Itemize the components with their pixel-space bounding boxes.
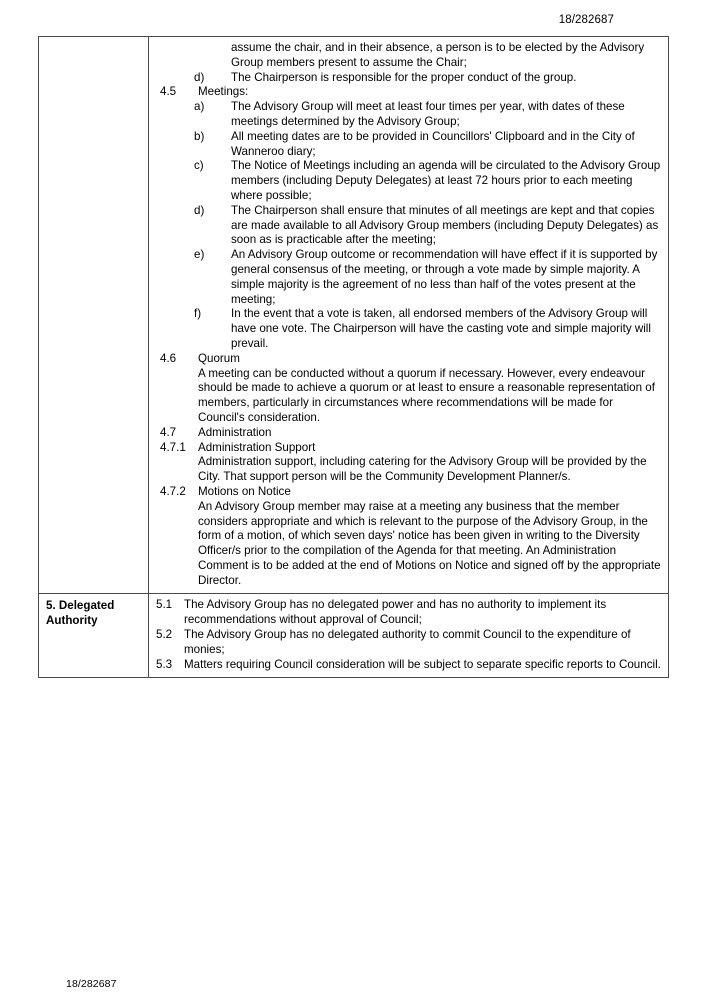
clause-body: The Advisory Group will meet at least four times per year, with dates of these meetings determined by the Advisory Group; [231, 100, 625, 128]
clause-4-4-d [153, 71, 662, 86]
clause-body: All meeting dates are to be provided in Councillors' Clipboard and in the City of Wanneroo diary; [231, 129, 635, 158]
clause-4-7-1-paragraph: Administration support, including catering for the Advisory Group will be provided by the City. That support person will be the Community Development Planner/s. [198, 455, 647, 484]
clause-4-5-c [153, 159, 662, 203]
clause-marker: 4.6 [160, 351, 177, 365]
clause-marker: d) [194, 70, 205, 84]
clause-body: An Advisory Group outcome or recommendation will have effect if it is supported by general consensus of the meeting, or through a vote made by simple majority. A simple majority is the agreement of no less than half of the votes present at the meeting; [231, 248, 658, 306]
clause-body: Motions on Notice [198, 484, 291, 498]
clause-marker: e) [194, 248, 205, 262]
clause-marker: a) [194, 100, 205, 114]
clause-marker: c) [194, 159, 204, 173]
clause-body: Meetings: [198, 85, 249, 99]
clause-marker: 4.7.2 [160, 484, 186, 498]
row-label-blank [39, 37, 149, 594]
terms-of-reference-table [38, 36, 669, 678]
clause-body: Quorum [198, 351, 240, 365]
clause-4-5-f [153, 307, 662, 351]
clause-4-7-1-heading [153, 441, 662, 456]
clause-marker: 4.5 [160, 85, 177, 99]
clause-body: Administration [198, 425, 272, 439]
clause-body: Administration Support [198, 440, 316, 454]
clause-body: The Notice of Meetings including an agenda will be circulated to the Advisory Group members (including Deputy Delegates) at least 72 hours prior to each meeting where possible; [231, 159, 661, 202]
page-footer-reference: 18/282687 [66, 978, 117, 990]
table-row-section-4-continuation [39, 37, 669, 594]
clause-marker: 5.1 [156, 598, 173, 612]
clause-4-5-heading [153, 85, 662, 100]
clause-4-5-e [153, 248, 662, 307]
clause-body: The Chairperson shall ensure that minutes of all meetings are kept and that copies are made available to all Advisory Group members (including Deputy Delegates) as soon as is practicable after the meeting; [231, 203, 659, 247]
clause-body: Matters requiring Council consideration will be subject to separate specific reports to Council. [184, 657, 661, 671]
clause-4-6-heading [153, 352, 662, 367]
clause-body: In the event that a vote is taken, all endorsed members of the Advisory Group will have one vote. The Chairperson will have the casting vote and simple majority will prevail. [231, 307, 651, 350]
clause-4-7-2-heading [153, 485, 662, 500]
clause-4-5-b [153, 130, 662, 160]
clause-4-5-a [153, 100, 662, 130]
clause-marker: 4.7.1 [160, 440, 186, 454]
clause-marker: d) [194, 203, 205, 217]
clause-5-1 [153, 598, 662, 628]
clause-body: The Advisory Group has no delegated power and has no authority to implement its recommendations without approval of Council; [184, 598, 607, 627]
continuation-paragraph: assume the chair, and in their absence, a person is to be elected by the Advisory Group members present to assume the Chair; [231, 41, 645, 69]
clause-4-5-d [153, 204, 662, 248]
clause-marker: 5.3 [156, 657, 173, 671]
clause-marker: 5.2 [156, 628, 173, 642]
clause-4-6-paragraph: A meeting can be conducted without a quorum if necessary. However, every endeavour should be made to achieve a quorum or at least to ensure a reasonable representation of members, particularly in circumstances where recommendations will be made for Council's consideration. [198, 366, 655, 424]
row-body-delegated-authority [149, 594, 669, 678]
table-row-delegated-authority [39, 594, 669, 678]
clause-4-7-2-paragraph: An Advisory Group member may raise at a meeting any business that the member considers appropriate and which is relevant to the purpose of the Advisory Group, in the form of a motion, of which seven days' notice has been given in writing to the Diversity Officer/s prior to the compilation of the Agenda for that meeting. An Administration Comment is to be added at the end of Motions on Notice and signed off by the appropriate Director. [198, 499, 661, 587]
clause-body: The Advisory Group has no delegated authority to commit Council to the expenditure of monies; [184, 628, 631, 656]
page-header-reference: 18/282687 [558, 14, 614, 26]
clause-marker: 4.7 [160, 425, 177, 439]
clause-body: The Chairperson is responsible for the proper conduct of the group. [231, 70, 577, 84]
clause-marker: f) [194, 307, 202, 321]
clause-5-2 [153, 628, 662, 658]
row-label-delegated-authority: 5. Delegated Authority [39, 594, 149, 678]
clause-marker: b) [194, 129, 205, 143]
row-body-section-4 [149, 37, 669, 594]
clause-5-3 [153, 658, 662, 673]
clause-4-7-heading [153, 426, 662, 441]
